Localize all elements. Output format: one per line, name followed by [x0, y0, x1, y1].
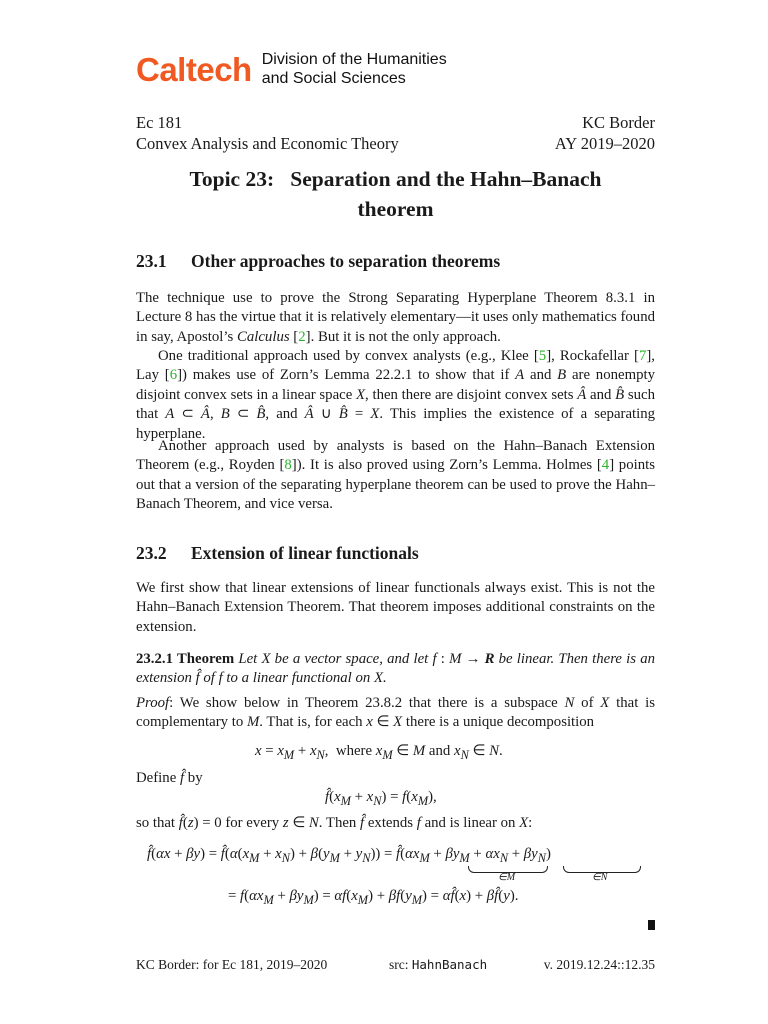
- title-line-2: theorem: [357, 197, 434, 221]
- footer-version: v. 2019.12.24::12.35: [543, 957, 655, 972]
- footer-src-name: HahnBanach: [411, 957, 488, 972]
- section-heading-23-2: [136, 543, 419, 564]
- brace-label-n: ∈N: [592, 872, 608, 883]
- course-code: Ec 181: [136, 113, 183, 132]
- equation-linear-line-1: f̂(αx + $\beta y) = f̂(\alpha(x_M + x_N) + \beta(y_M + y_N))$ = $f̂(\alpha x_M + \beta y_M + \alpha x_N + \beta y_N)$: [147, 846, 551, 865]
- paragraph-3: Another approach used by analysts is based on the Hahn–Banach Extension Theorem (e.g., Royden [8]). It is also proved using Zorn’s Lemma. Holmes [4] points out that a version of the separating hyperplane theorem can be used to prove the Hahn–Banach Theorem, and vice versa.: [136, 438, 655, 513]
- equation-linear-line-2: = $f(\alpha x_M + \beta y_M) = \alpha f(x_M) + \beta f(y_M)$ = αf̂(x) + βf̂(y).: [228, 888, 519, 907]
- brace-label-m: ∈M: [498, 872, 516, 883]
- equation-decomposition: $x = x_M + x_N$, where $x_M$ ∈ M and $x_N$ ∈ N.: [255, 743, 503, 762]
- footer-source: [389, 957, 487, 973]
- so-that-text: so that f̂(z) = 0 for every z ∈ N. Then f̂ extends f and is linear on X:: [136, 815, 533, 831]
- paragraph-2: One traditional approach used by convex analysts (e.g., Klee [5], Rockafellar [7], Lay [6]) makes use of Zorn’s Lemma 22.2.1 to show that if A and B are nonempty disjoint convex sets in a linear space X, then there are disjoint convex sets Â and B̂ such that A ⊂ Â, B ⊂ B̂, and Â ∪ B̂ = X. This implies the existence of a separating hyperplane.: [136, 348, 656, 442]
- define-text: Define f̂ by: [136, 770, 203, 786]
- division-line-1: Division of the Humanities: [261, 51, 447, 68]
- section-number: 23.1: [136, 251, 167, 271]
- division-line-2: and Social Sciences: [261, 70, 406, 87]
- footer-src-label: src:: [389, 957, 409, 972]
- author-info: [555, 112, 655, 154]
- division-name: [262, 50, 447, 88]
- caltech-logo: Caltech: [136, 50, 252, 88]
- section-number: 23.2: [136, 543, 167, 563]
- section-title: Other approaches to separation theorems: [191, 251, 501, 271]
- paragraph-1: The technique use to prove the Strong Separating Hyperplane Theorem 8.3.1 in Lecture 8 has the virtue that it is relatively elementary—it uses only mathematics found in say, Apostol’s Calculus [2]. But it is not the only approach.: [136, 290, 655, 345]
- author-name: KC Border: [582, 113, 655, 132]
- caltech-logo-block: [136, 50, 447, 88]
- theorem-statement: 23.2.1 Theorem Let X be a vector space, and let f : M → R be linear. Then there is an extension f̂ of f to a linear functional on X.: [136, 651, 656, 687]
- footer-left: KC Border: for Ec 181, 2019–2020: [136, 957, 328, 972]
- proof-paragraph: Proof: We show below in Theorem 23.8.2 that there is a subspace N of X that is complementary to M. That is, for each x ∈ X there is a unique decomposition: [136, 695, 655, 731]
- title-line-1: Topic 23: Separation and the Hahn–Banach: [189, 167, 602, 191]
- page-title: [136, 164, 655, 224]
- academic-year: AY 2019–2020: [554, 134, 655, 153]
- proof-label: Proof: [136, 695, 170, 711]
- section-heading-23-1: [136, 251, 500, 272]
- paragraph-4: We first show that linear extensions of linear functionals always exist. This is not the Hahn–Banach Extension Theorem. That theorem imposes additional constraints on the extension.: [136, 580, 655, 635]
- theorem-label: 23.2.1 Theorem: [136, 651, 235, 667]
- equation-define: $f̂(x_M + x_N) = f(x_M)$,: [325, 789, 437, 808]
- section-title: Extension of linear functionals: [191, 543, 419, 563]
- qed-square-icon: [648, 920, 655, 930]
- course-info: [136, 112, 399, 154]
- course-name: Convex Analysis and Economic Theory: [136, 134, 399, 153]
